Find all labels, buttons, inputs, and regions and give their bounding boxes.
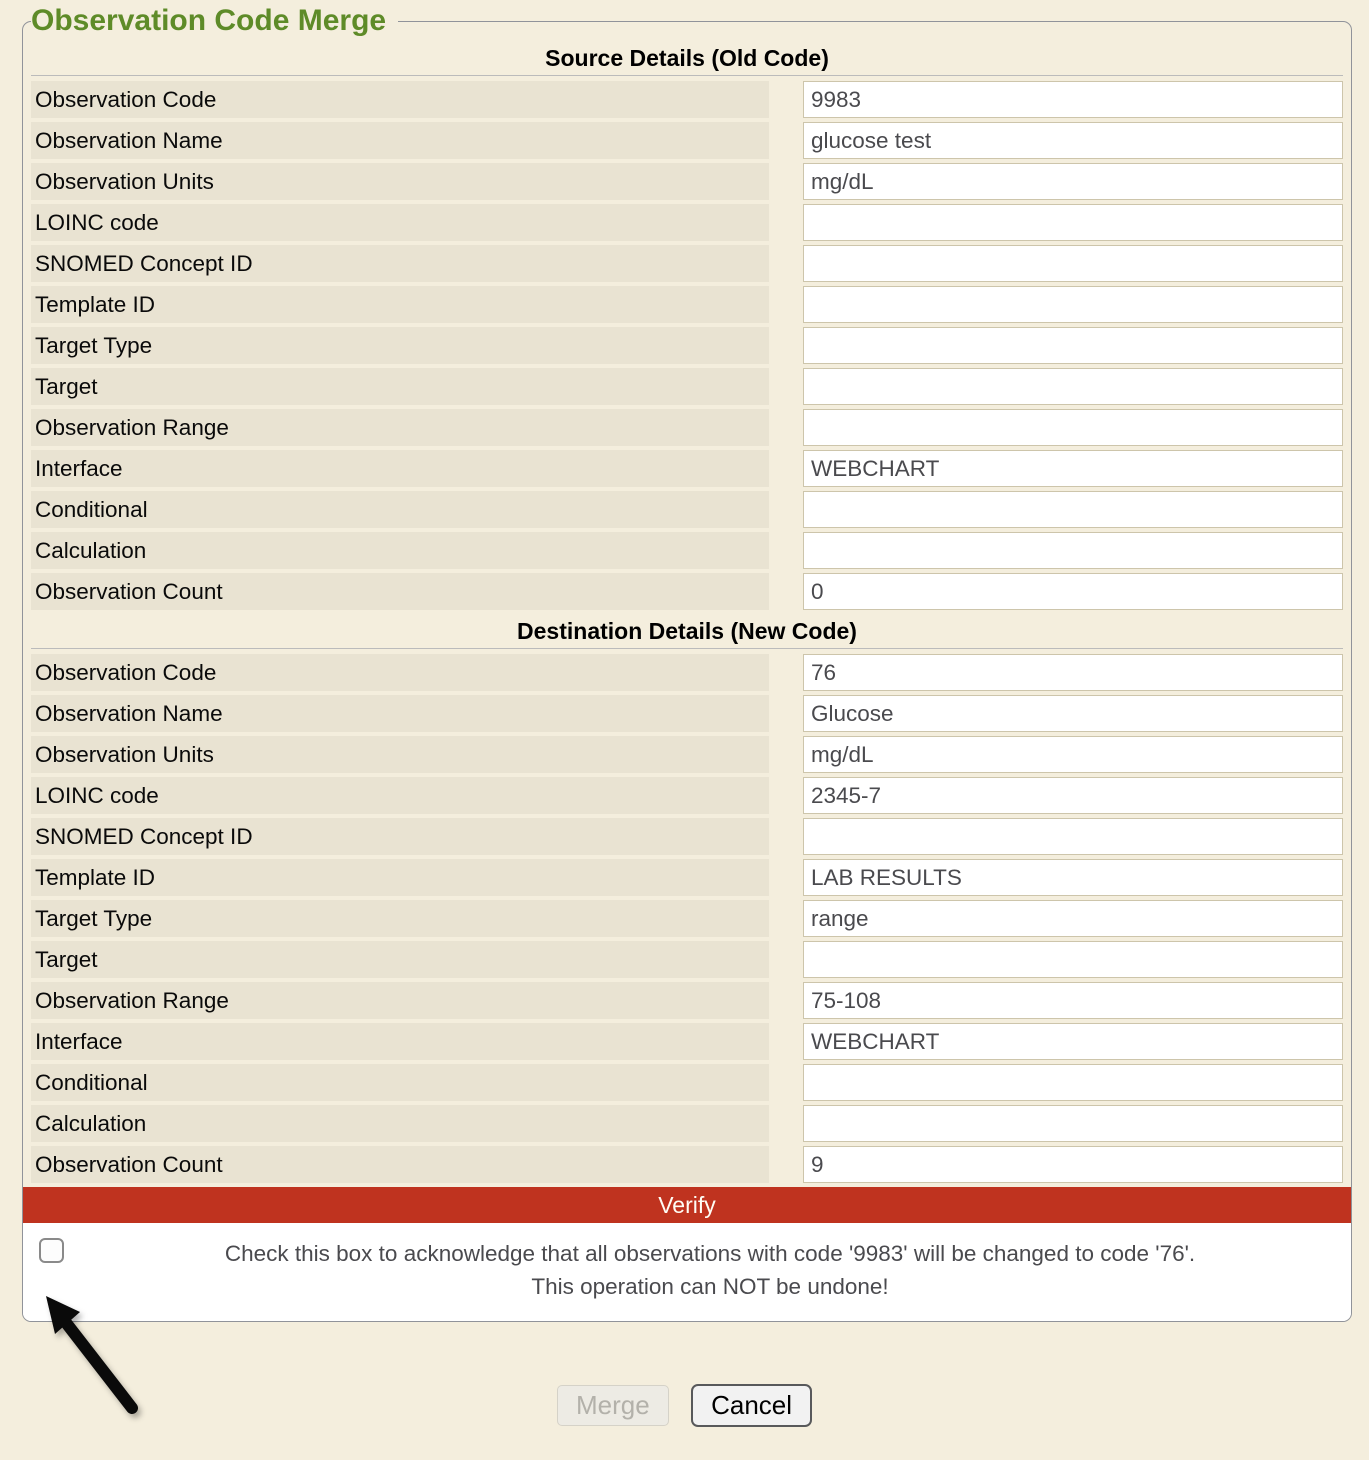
acknowledge-text-line1: Check this box to acknowledge that all observations with code '9983' will be changed to code '76'. <box>224 1241 1196 1266</box>
field-value: 76 <box>803 654 1343 691</box>
field-label: Observation Name <box>31 122 769 159</box>
field-label: Calculation <box>31 532 769 569</box>
field-label: Target Type <box>31 900 769 937</box>
field-value: mg/dL <box>803 163 1343 200</box>
table-row <box>31 859 1343 896</box>
table-row <box>31 1105 1343 1142</box>
table-row <box>31 777 1343 814</box>
table-row <box>31 695 1343 732</box>
field-value: glucose test <box>803 122 1343 159</box>
page-title: Observation Code Merge <box>31 4 387 37</box>
field-label: LOINC code <box>31 777 769 814</box>
table-row <box>31 982 1343 1019</box>
field-label: Conditional <box>31 491 769 528</box>
field-value <box>803 204 1343 241</box>
field-value <box>803 532 1343 569</box>
acknowledge-checkbox[interactable] <box>39 1238 64 1263</box>
verify-section-header: Verify <box>23 1187 1351 1223</box>
field-value <box>803 941 1343 978</box>
field-value <box>803 491 1343 528</box>
merge-details-table <box>31 41 1343 1183</box>
field-label: Observation Range <box>31 982 769 1019</box>
field-label: Observation Range <box>31 409 769 446</box>
field-value: mg/dL <box>803 736 1343 773</box>
field-value <box>803 245 1343 282</box>
table-row <box>31 818 1343 855</box>
section-header: Source Details (Old Code) <box>31 41 1343 76</box>
table-row <box>31 900 1343 937</box>
field-label: Target Type <box>31 327 769 364</box>
table-row <box>31 654 1343 691</box>
field-value <box>803 286 1343 323</box>
table-row <box>31 327 1343 364</box>
field-value: 9983 <box>803 81 1343 118</box>
table-row <box>31 532 1343 569</box>
table-row <box>31 286 1343 323</box>
table-row <box>31 1146 1343 1183</box>
field-label: Observation Count <box>31 573 769 610</box>
field-value <box>803 818 1343 855</box>
field-value <box>803 1064 1343 1101</box>
field-value: 9 <box>803 1146 1343 1183</box>
field-label: Observation Count <box>31 1146 769 1183</box>
table-row <box>31 122 1343 159</box>
field-value: 0 <box>803 573 1343 610</box>
field-label: Template ID <box>31 286 769 323</box>
field-label: LOINC code <box>31 204 769 241</box>
field-label: Target <box>31 941 769 978</box>
table-row <box>31 163 1343 200</box>
field-value: 75-108 <box>803 982 1343 1019</box>
table-row <box>31 81 1343 118</box>
field-label: Observation Code <box>31 654 769 691</box>
field-label: Calculation <box>31 1105 769 1142</box>
field-value: range <box>803 900 1343 937</box>
field-label: Interface <box>31 1023 769 1060</box>
section-header: Destination Details (New Code) <box>31 614 1343 649</box>
field-label: Target <box>31 368 769 405</box>
table-row <box>31 1023 1343 1060</box>
field-value <box>803 1105 1343 1142</box>
field-label: Observation Units <box>31 736 769 773</box>
acknowledge-text-line2: This operation can NOT be undone! <box>531 1274 889 1299</box>
table-row <box>31 245 1343 282</box>
field-value: WEBCHART <box>803 1023 1343 1060</box>
field-value <box>803 327 1343 364</box>
table-row <box>31 736 1343 773</box>
table-row <box>31 204 1343 241</box>
field-label: Template ID <box>31 859 769 896</box>
table-row <box>31 573 1343 610</box>
field-label: Conditional <box>31 1064 769 1101</box>
field-value <box>803 368 1343 405</box>
action-buttons <box>0 1384 1369 1427</box>
field-label: Observation Name <box>31 695 769 732</box>
field-label: SNOMED Concept ID <box>31 245 769 282</box>
observation-code-merge-form <box>22 4 1352 1322</box>
table-row <box>31 491 1343 528</box>
field-label: Interface <box>31 450 769 487</box>
field-value: WEBCHART <box>803 450 1343 487</box>
field-value: 2345-7 <box>803 777 1343 814</box>
table-row <box>31 941 1343 978</box>
field-value: LAB RESULTS <box>803 859 1343 896</box>
field-value <box>803 409 1343 446</box>
merge-button[interactable]: Merge <box>557 1385 669 1426</box>
table-row <box>31 1064 1343 1101</box>
table-row <box>31 450 1343 487</box>
table-row <box>31 368 1343 405</box>
acknowledge-section <box>23 1223 1351 1321</box>
field-label: Observation Units <box>31 163 769 200</box>
field-value: Glucose <box>803 695 1343 732</box>
cancel-button[interactable]: Cancel <box>691 1384 812 1427</box>
table-row <box>31 409 1343 446</box>
field-label: SNOMED Concept ID <box>31 818 769 855</box>
field-label: Observation Code <box>31 81 769 118</box>
